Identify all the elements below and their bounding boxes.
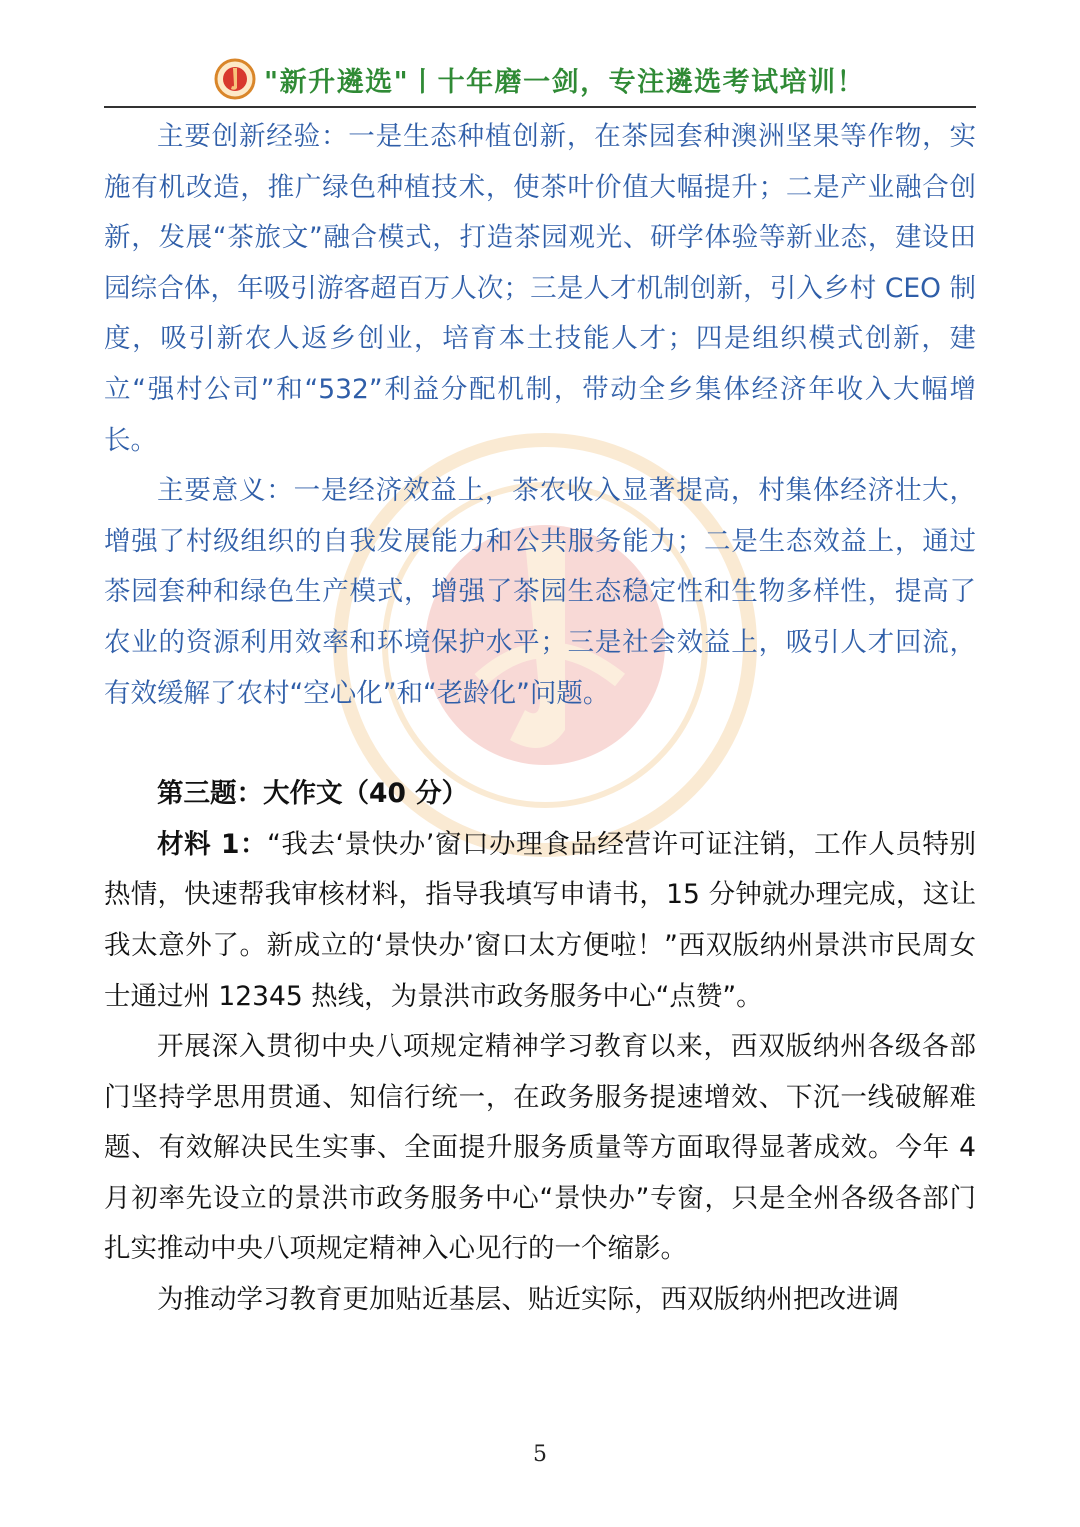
material-paragraph xyxy=(104,820,976,1022)
page-number: 5 xyxy=(533,1442,547,1467)
body-paragraph-1: 开展深入贯彻中央八项规定精神学习教育以来，西双版纳州各级各部门坚持学思用贯通、知信行统一，在政务服务提速增效、下沉一线破解难题、有效解决民生实事、全面提升服务质量等方面取得显著成效。今年 4 月初率先设立的景洪市政务服务中心“景快办”专窗，只是全州各级各部门扎实推动中央八项规定精神入心见行的一个缩影。 xyxy=(104,1031,976,1265)
page-header xyxy=(104,56,976,108)
section-gap xyxy=(104,719,976,769)
question-title: 第三题：大作文（40 分） xyxy=(157,778,469,810)
logo-icon xyxy=(214,58,256,100)
header-title: "新升遴选"丨十年磨一剑，专注遴选考试培训！ xyxy=(264,67,866,98)
material-label: 材料 1： xyxy=(157,828,268,860)
material-text: “我去‘景快办’窗口办理食品经营许可证注销，工作人员特别热情，快速帮我审核材料，指导我填写申请书，15 分钟就办理完成，这让我太意外了。新成立的‘景快办’窗口太方便啦！”西双版纳州景洪市民周女士通过州 12345 热线，为景洪市政务服务中心“点赞”。 xyxy=(104,828,977,1012)
body-paragraph-2: 为推动学习教育更加贴近基层、贴近实际，西双版纳州把改进调 xyxy=(157,1284,899,1316)
significance-paragraph: 主要意义：一是经济效益上，茶农收入显著提高，村集体经济壮大，增强了村级组织的自我发展能力和公共服务能力；二是生态效益上，通过茶园套种和绿色生产模式，增强了茶园生态稳定性和生物多样性，提高了农业的资源利用效率和环境保护水平；三是社会效益上，吸引人才回流，有效缓解了农村“空心化”和“老龄化”问题。 xyxy=(104,475,976,709)
document-body xyxy=(104,112,976,1326)
innovation-paragraph: 主要创新经验：一是生态种植创新，在茶园套种澳洲坚果等作物，实施有机改造，推广绿色种植技术，使茶叶价值大幅提升；二是产业融合创新，发展“茶旅文”融合模式，打造茶园观光、研学体验等新业态，建设田园综合体，年吸引游客超百万人次；三是人才机制创新，引入乡村 CEO 制度，吸引新农人返乡创业，培育本土技能人才；四是组织模式创新，建立“强村公司”和“532”利益分配机制，带动全乡集体经济年收入大幅增长。 xyxy=(104,121,976,456)
